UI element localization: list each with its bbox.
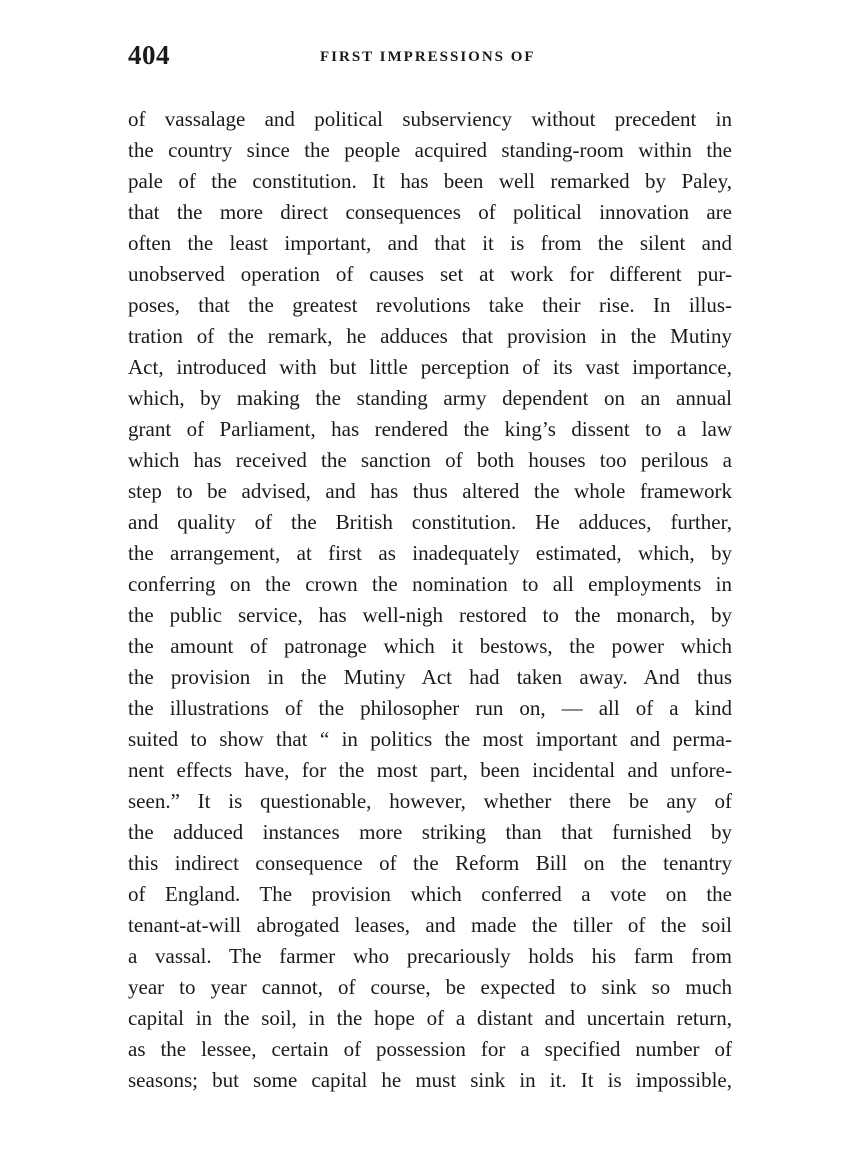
text-line: of vassalage and political subserviency without precedent in — [128, 107, 732, 131]
text-line: that the more direct consequences of political innovation are — [128, 200, 732, 224]
text-line: and quality of the British constitution. He adduces, further, — [128, 510, 732, 534]
text-line: which, by making the standing army dependent on an annual — [128, 386, 732, 410]
text-line: seen.” It is questionable, however, whether there be any of — [128, 789, 732, 813]
text-line: as the lessee, certain of possession for a specified number of — [128, 1037, 732, 1061]
text-line: the amount of patronage which it bestows, the power which — [128, 634, 732, 658]
text-line: the provision in the Mutiny Act had taken away. And thus — [128, 665, 732, 689]
body-text — [128, 104, 732, 1096]
text-line: of England. The provision which conferred a vote on the — [128, 882, 732, 906]
text-line: nent effects have, for the most part, been incidental and unfore- — [128, 758, 732, 782]
text-line: a vassal. The farmer who precariously holds his farm from — [128, 944, 732, 968]
text-line: the arrangement, at first as inadequately estimated, which, by — [128, 541, 732, 565]
text-line: seasons; but some capital he must sink in it. It is impossible, — [128, 1068, 732, 1092]
text-line: unobserved operation of causes set at work for different pur- — [128, 262, 732, 286]
text-line: suited to show that “ in politics the most important and perma- — [128, 727, 732, 751]
page-header — [128, 40, 732, 80]
text-line: the country since the people acquired standing-room within the — [128, 138, 732, 162]
text-line: often the least important, and that it is from the silent and — [128, 231, 732, 255]
text-line: grant of Parliament, has rendered the king’s dissent to a law — [128, 417, 732, 441]
text-line: capital in the soil, in the hope of a distant and uncertain return, — [128, 1006, 732, 1030]
text-line: which has received the sanction of both houses too perilous a — [128, 448, 732, 472]
text-line: conferring on the crown the nomination to all employments in — [128, 572, 732, 596]
text-line: this indirect consequence of the Reform Bill on the tenantry — [128, 851, 732, 875]
text-line: pale of the constitution. It has been well remarked by Paley, — [128, 169, 732, 193]
text-line: Act, introduced with but little perception of its vast importance, — [128, 355, 732, 379]
text-line: the illustrations of the philosopher run on, — all of a kind — [128, 696, 732, 720]
text-line: the public service, has well-nigh restored to the monarch, by — [128, 603, 732, 627]
page-number: 404 — [128, 40, 170, 70]
text-line: tenant-at-will abrogated leases, and made the tiller of the soil — [128, 913, 732, 937]
text-line: year to year cannot, of course, be expected to sink so much — [128, 975, 732, 999]
text-line: step to be advised, and has thus altered the whole framework — [128, 479, 732, 503]
text-line: tration of the remark, he adduces that provision in the Mutiny — [128, 324, 732, 348]
text-line: the adduced instances more striking than that furnished by — [128, 820, 732, 844]
running-head: FIRST IMPRESSIONS OF — [320, 49, 536, 65]
text-line: poses, that the greatest revolutions take their rise. In illus- — [128, 293, 732, 317]
